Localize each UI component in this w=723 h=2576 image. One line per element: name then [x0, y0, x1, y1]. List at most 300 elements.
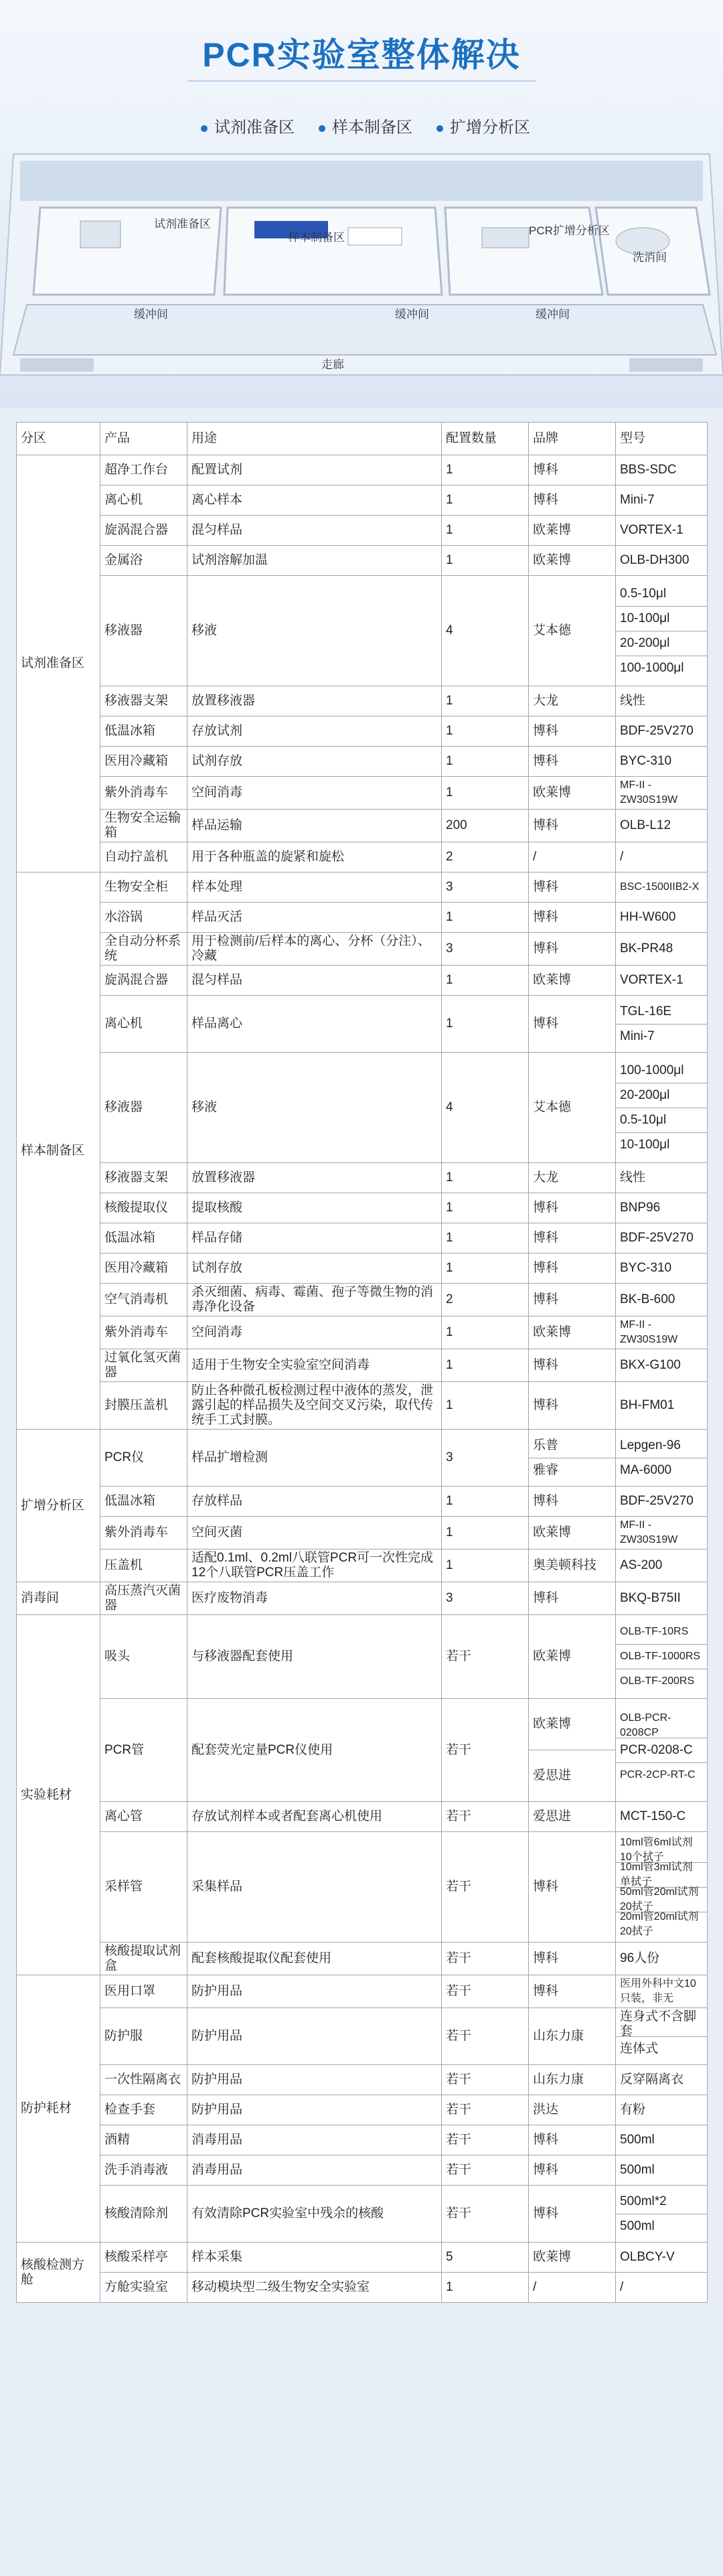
brand-cell: 博科: [529, 747, 616, 777]
model-cell: [616, 2008, 708, 2065]
product-cell: 水浴锅: [100, 903, 187, 933]
brand-cell: 博科: [529, 1975, 616, 2008]
qty-cell: 1: [442, 1254, 529, 1284]
zone-cell: 样本制备区: [17, 873, 100, 1430]
brand-value: 雅睿: [529, 1458, 615, 1483]
table-header-row: [17, 423, 708, 455]
use-cell: 适用于生物安全实验室空间消毒: [187, 1349, 442, 1382]
model-cell: BK-B-600: [616, 1284, 708, 1316]
qty-cell: 若干: [442, 2008, 529, 2065]
product-cell: 紫外消毒车: [100, 1517, 187, 1549]
table-row: [17, 810, 708, 842]
use-cell: 有效清除PCR实验室中残余的核酸: [187, 2186, 442, 2243]
table-row: [17, 1316, 708, 1349]
use-cell: 试剂溶解加温: [187, 546, 442, 576]
table-row: [17, 2186, 708, 2243]
brand-cell: 洪达: [529, 2095, 616, 2125]
use-cell: 样品离心: [187, 996, 442, 1053]
model-value: 10ml管6ml试剂10个拭子: [620, 1836, 693, 1863]
lab-floorplan-illustration: [0, 134, 723, 408]
table-row: [17, 516, 708, 546]
brand-cell: /: [529, 842, 616, 873]
qty-cell: 1: [442, 1193, 529, 1223]
model-cell: Mini-7: [616, 485, 708, 516]
model-cell: VORTEX-1: [616, 516, 708, 546]
model-cell: 有粉: [616, 2095, 708, 2125]
model-value: OLB-TF-200RS: [616, 1669, 707, 1693]
brand-cell: 欧莱博: [529, 1316, 616, 1349]
qty-cell: 若干: [442, 2095, 529, 2125]
column-header: 用途: [187, 423, 442, 455]
column-header: 品牌: [529, 423, 616, 455]
model-cell: 线性: [616, 686, 708, 716]
brand-cell: 欧莱博: [529, 546, 616, 576]
column-header: 配置数量: [442, 423, 529, 455]
qty-cell: 1: [442, 1223, 529, 1254]
table-row: [17, 1975, 708, 2008]
product-cell: 空气消毒机: [100, 1284, 187, 1316]
use-cell: 空间消毒: [187, 777, 442, 810]
model-cell: MF-II -ZW30S19W: [616, 777, 708, 810]
brand-cell: 欧莱博: [529, 2243, 616, 2273]
brand-cell: 博科: [529, 1832, 616, 1943]
model-cell: 500ml: [616, 2155, 708, 2186]
model-cell: /: [616, 842, 708, 873]
model-cell: MF-II -ZW30S19W: [616, 1517, 708, 1549]
table-row: [17, 903, 708, 933]
qty-cell: 1: [442, 716, 529, 747]
floor-label: 缓冲间: [134, 308, 168, 321]
model-value: 0.5-10μl: [620, 586, 667, 601]
brand-cell: 博科: [529, 1349, 616, 1382]
table-row: [17, 747, 708, 777]
qty-cell: 1: [442, 747, 529, 777]
use-cell: 混匀样品: [187, 516, 442, 546]
table-row: [17, 996, 708, 1053]
product-cell: 防护服: [100, 2008, 187, 2065]
use-cell: 存放样品: [187, 1487, 442, 1517]
qty-cell: 3: [442, 933, 529, 966]
model-cell: BDF-25V270: [616, 716, 708, 747]
use-cell: 放置移液器: [187, 1163, 442, 1193]
use-cell: 存放试剂: [187, 716, 442, 747]
model-value: TGL-16E: [620, 1004, 672, 1018]
qty-cell: 1: [442, 996, 529, 1053]
brand-cell: 博科: [529, 996, 616, 1053]
table-row: [17, 1615, 708, 1699]
model-value: 20-200μl: [616, 631, 707, 656]
product-cell: 核酸提取试剂盒: [100, 1943, 187, 1975]
brand-value: 爱思进: [529, 1750, 615, 1801]
model-cell: HH-W600: [616, 903, 708, 933]
use-cell: 放置移液器: [187, 686, 442, 716]
model-cell: OLB-L12: [616, 810, 708, 842]
table-row: [17, 1163, 708, 1193]
table-row: [17, 966, 708, 996]
model-cell: VORTEX-1: [616, 966, 708, 996]
table-row: [17, 2065, 708, 2095]
brand-cell: 欧莱博: [529, 966, 616, 996]
brand-cell: 博科: [529, 810, 616, 842]
table-row: [17, 716, 708, 747]
model-value: 10-100μl: [616, 606, 707, 631]
brand-cell: 博科: [529, 1582, 616, 1615]
table-row: [17, 1284, 708, 1316]
zone-cell: 核酸检测方舱: [17, 2243, 100, 2303]
qty-cell: 4: [442, 1053, 529, 1163]
product-cell: 酒精: [100, 2125, 187, 2155]
brand-cell: 博科: [529, 485, 616, 516]
product-cell: 紫外消毒车: [100, 777, 187, 810]
model-cell: BSC-1500IIB2-X: [616, 873, 708, 903]
model-cell: [616, 1832, 708, 1943]
table-row: [17, 2125, 708, 2155]
product-cell: 采样管: [100, 1832, 187, 1943]
table-row: [17, 1430, 708, 1487]
use-cell: 样品存储: [187, 1223, 442, 1254]
product-cell: 旋涡混合器: [100, 516, 187, 546]
table-row: [17, 777, 708, 810]
model-value: PCR-2CP-RT-C: [616, 1762, 707, 1787]
brand-cell: 博科: [529, 455, 616, 485]
product-cell: 医用口罩: [100, 1975, 187, 2008]
product-cell: 低温冰箱: [100, 1487, 187, 1517]
use-cell: 离心样本: [187, 485, 442, 516]
table-row: [17, 2273, 708, 2303]
brand-cell: 爱思进: [529, 1802, 616, 1832]
model-cell: 线性: [616, 1163, 708, 1193]
product-cell: PCR管: [100, 1699, 187, 1802]
use-cell: 用于检测前/后样本的离心、分杯（分注）、冷藏: [187, 933, 442, 966]
qty-cell: 若干: [442, 1975, 529, 2008]
brand-cell: 博科: [529, 716, 616, 747]
brand-cell: 博科: [529, 933, 616, 966]
product-cell: 医用冷藏箱: [100, 1254, 187, 1284]
brand-value: 欧莱博: [533, 1717, 572, 1731]
product-cell: 超净工作台: [100, 455, 187, 485]
table-row: [17, 1223, 708, 1254]
use-cell: 样品扩增检测: [187, 1430, 442, 1487]
model-value: Mini-7: [616, 1024, 707, 1049]
floor-label: 试剂准备区: [154, 218, 211, 230]
product-cell: 金属浴: [100, 546, 187, 576]
model-cell: [616, 1430, 708, 1487]
table-row: [17, 1349, 708, 1382]
product-cell: 高压蒸汽灭菌器: [100, 1582, 187, 1615]
product-cell: 压盖机: [100, 1549, 187, 1582]
brand-cell: 博科: [529, 2186, 616, 2243]
use-cell: 适配0.1ml、0.2ml八联管PCR可一次性完成12个八联管PCR压盖工作: [187, 1549, 442, 1582]
model-cell: [616, 1699, 708, 1802]
legend-item: 试剂准备区: [201, 114, 295, 137]
qty-cell: 1: [442, 966, 529, 996]
use-cell: 杀灭细菌、病毒、霉菌、孢子等微生物的消毒净化设备: [187, 1284, 442, 1316]
use-cell: 移液: [187, 576, 442, 686]
product-cell: 生物安全柜: [100, 873, 187, 903]
use-cell: 配置试剂: [187, 455, 442, 485]
product-cell: 检查手套: [100, 2095, 187, 2125]
column-header: 分区: [17, 423, 100, 455]
qty-cell: 若干: [442, 2155, 529, 2186]
floor-label: 走廊: [321, 358, 344, 371]
table-row: [17, 1582, 708, 1615]
model-cell: BBS-SDC: [616, 455, 708, 485]
use-cell: 试剂存放: [187, 1254, 442, 1284]
model-cell: 医用外科中文10只装，非无: [616, 1975, 708, 2008]
use-cell: 样本采集: [187, 2243, 442, 2273]
table-row: [17, 576, 708, 686]
use-cell: 医疗废物消毒: [187, 1582, 442, 1615]
model-cell: /: [616, 2273, 708, 2303]
qty-cell: 1: [442, 1163, 529, 1193]
dot-icon: [201, 125, 208, 132]
model-value: 500ml*2: [620, 2194, 667, 2208]
model-value: 20ml管20ml试剂20拭子: [616, 1912, 707, 1937]
qty-cell: 1: [442, 777, 529, 810]
zone-cell: 试剂准备区: [17, 455, 100, 873]
brand-cell: 博科: [529, 1943, 616, 1975]
brand-cell: 艾本德: [529, 576, 616, 686]
equipment-table: [16, 422, 708, 2303]
use-cell: 试剂存放: [187, 747, 442, 777]
table-row: [17, 1517, 708, 1549]
floor-label: 样本制备区: [288, 231, 345, 244]
model-cell: BYC-310: [616, 1254, 708, 1284]
product-cell: 移液器: [100, 1053, 187, 1163]
model-cell: [616, 996, 708, 1053]
model-cell: MF-II -ZW30S19W: [616, 1316, 708, 1349]
model-cell: BH-FM01: [616, 1382, 708, 1430]
qty-cell: 若干: [442, 1832, 529, 1943]
product-cell: 离心机: [100, 485, 187, 516]
qty-cell: 1: [442, 2273, 529, 2303]
model-cell: 反穿隔离衣: [616, 2065, 708, 2095]
model-value: 10ml管3ml试剂单拭子: [616, 1862, 707, 1887]
model-cell: MCT-150-C: [616, 1802, 708, 1832]
use-cell: 采集样品: [187, 1832, 442, 1943]
use-cell: 与移液器配套使用: [187, 1615, 442, 1699]
model-value: Lepgen-96: [620, 1438, 681, 1452]
model-value: 100-1000μl: [616, 656, 707, 680]
qty-cell: 若干: [442, 2186, 529, 2243]
qty-cell: 1: [442, 1517, 529, 1549]
qty-cell: 1: [442, 1487, 529, 1517]
use-cell: 用于各种瓶盖的旋紧和旋松: [187, 842, 442, 873]
brand-cell: 博科: [529, 1223, 616, 1254]
table-body: [17, 455, 708, 2303]
header-banner: [0, 0, 723, 408]
legend-item: 扩增分析区: [436, 114, 530, 137]
model-cell: BKQ-B75II: [616, 1582, 708, 1615]
qty-cell: 若干: [442, 2065, 529, 2095]
model-value: PCR-0208-C: [616, 1738, 707, 1762]
floor-label: 缓冲间: [536, 308, 570, 321]
product-cell: 洗手消毒液: [100, 2155, 187, 2186]
column-header: 型号: [616, 423, 708, 455]
model-value: 连身式不含脚套: [620, 2009, 697, 2038]
table-row: [17, 1053, 708, 1163]
model-cell: BNP96: [616, 1193, 708, 1223]
product-cell: PCR仪: [100, 1430, 187, 1487]
model-value: 0.5-10μl: [616, 1108, 707, 1132]
model-cell: [616, 2186, 708, 2243]
use-cell: 存放试剂样本或者配套离心机使用: [187, 1802, 442, 1832]
table-row: [17, 1193, 708, 1223]
product-cell: 低温冰箱: [100, 716, 187, 747]
brand-cell: 欧莱博: [529, 1517, 616, 1549]
table-row: [17, 873, 708, 903]
table-row: [17, 2008, 708, 2065]
brand-cell: 山东力康: [529, 2008, 616, 2065]
model-value: 20-200μl: [616, 1083, 707, 1108]
brand-cell: 博科: [529, 2125, 616, 2155]
product-cell: 过氧化氢灭菌器: [100, 1349, 187, 1382]
floor-label: PCR扩增分析区: [529, 224, 610, 237]
use-cell: 防护用品: [187, 1975, 442, 2008]
table-row: [17, 1699, 708, 1802]
qty-cell: 5: [442, 2243, 529, 2273]
qty-cell: 1: [442, 485, 529, 516]
qty-cell: 1: [442, 455, 529, 485]
product-cell: 核酸采样亭: [100, 2243, 187, 2273]
floor-label: 缓冲间: [395, 308, 429, 321]
product-cell: 封膜压盖机: [100, 1382, 187, 1430]
table-row: [17, 2095, 708, 2125]
use-cell: 空间消毒: [187, 1316, 442, 1349]
dot-icon: [436, 125, 443, 132]
brand-cell: 欧莱博: [529, 777, 616, 810]
table-row: [17, 842, 708, 873]
qty-cell: 若干: [442, 1699, 529, 1802]
model-cell: BDF-25V270: [616, 1223, 708, 1254]
zone-cell: 消毒间: [17, 1582, 100, 1615]
table-row: [17, 1487, 708, 1517]
model-cell: BKX-G100: [616, 1349, 708, 1382]
dot-icon: [319, 125, 325, 132]
product-cell: 方舱实验室: [100, 2273, 187, 2303]
qty-cell: 200: [442, 810, 529, 842]
model-value: 500ml: [616, 2214, 707, 2239]
use-cell: 移液: [187, 1053, 442, 1163]
table-row: [17, 2155, 708, 2186]
use-cell: 空间灭菌: [187, 1517, 442, 1549]
model-value: OLB-TF-1000RS: [616, 1644, 707, 1669]
qty-cell: 3: [442, 873, 529, 903]
model-value: OLB-PCR-0208CP: [620, 1712, 671, 1738]
brand-cell: 博科: [529, 2155, 616, 2186]
product-cell: 核酸提取仪: [100, 1193, 187, 1223]
product-cell: 医用冷藏箱: [100, 747, 187, 777]
use-cell: 移动模块型二级生物安全实验室: [187, 2273, 442, 2303]
qty-cell: 1: [442, 686, 529, 716]
model-cell: OLB-DH300: [616, 546, 708, 576]
model-value: 连体式: [616, 2036, 707, 2061]
qty-cell: 1: [442, 1316, 529, 1349]
product-cell: 生物安全运输箱: [100, 810, 187, 842]
brand-cell: 博科: [529, 1193, 616, 1223]
table-row: [17, 1254, 708, 1284]
qty-cell: 4: [442, 576, 529, 686]
qty-cell: 1: [442, 1349, 529, 1382]
table-row: [17, 1802, 708, 1832]
model-cell: BDF-25V270: [616, 1487, 708, 1517]
product-cell: 紫外消毒车: [100, 1316, 187, 1349]
product-cell: 全自动分杯系统: [100, 933, 187, 966]
table-row: [17, 485, 708, 516]
brand-cell: 博科: [529, 1254, 616, 1284]
product-cell: 核酸清除剂: [100, 2186, 187, 2243]
use-cell: 样本处理: [187, 873, 442, 903]
product-cell: 移液器支架: [100, 686, 187, 716]
qty-cell: 1: [442, 1549, 529, 1582]
table-row: [17, 455, 708, 485]
zone-cell: 实验耗材: [17, 1615, 100, 1975]
use-cell: 防护用品: [187, 2008, 442, 2065]
brand-cell: 欧莱博: [529, 1615, 616, 1699]
use-cell: 样品运输: [187, 810, 442, 842]
legend-item: 样本制备区: [319, 114, 412, 137]
brand-cell: [529, 1430, 616, 1487]
model-cell: [616, 1615, 708, 1699]
brand-cell: 博科: [529, 903, 616, 933]
use-cell: 防止各种微孔板检测过程中液体的蒸发，泄露引起的样品损失及空间交叉污染，取代传统手工式封膜。: [187, 1382, 442, 1430]
model-cell: [616, 576, 708, 686]
model-value: MA-6000: [616, 1458, 707, 1483]
qty-cell: 1: [442, 516, 529, 546]
model-cell: OLBCY-V: [616, 2243, 708, 2273]
product-cell: 吸头: [100, 1615, 187, 1699]
brand-value: 乐普: [533, 1438, 559, 1452]
table-row: [17, 1943, 708, 1975]
use-cell: 混匀样品: [187, 966, 442, 996]
table-row: [17, 933, 708, 966]
table-row: [17, 1832, 708, 1943]
table-row: [17, 546, 708, 576]
brand-cell: 大龙: [529, 1163, 616, 1193]
product-cell: 低温冰箱: [100, 1223, 187, 1254]
model-cell: 96人份: [616, 1943, 708, 1975]
model-value: 10-100μl: [616, 1132, 707, 1157]
page-title: PCR实验室整体解决: [202, 36, 521, 74]
use-cell: 防护用品: [187, 2065, 442, 2095]
use-cell: 样品灭活: [187, 903, 442, 933]
qty-cell: 3: [442, 1582, 529, 1615]
product-cell: 旋涡混合器: [100, 966, 187, 996]
use-cell: 消毒用品: [187, 2155, 442, 2186]
brand-cell: 博科: [529, 1487, 616, 1517]
use-cell: 配套核酸提取仪配套使用: [187, 1943, 442, 1975]
brand-cell: 艾本德: [529, 1053, 616, 1163]
qty-cell: 3: [442, 1430, 529, 1487]
brand-cell: 奥美顿科技: [529, 1549, 616, 1582]
product-cell: 移液器支架: [100, 1163, 187, 1193]
title-divider: [187, 80, 536, 82]
column-header: 产品: [100, 423, 187, 455]
brand-cell: 博科: [529, 1382, 616, 1430]
brand-cell: 山东力康: [529, 2065, 616, 2095]
brand-cell: 博科: [529, 1284, 616, 1316]
zone-cell: 扩增分析区: [17, 1430, 100, 1582]
qty-cell: 1: [442, 1382, 529, 1430]
model-value: OLB-TF-10RS: [620, 1626, 689, 1637]
product-cell: 离心机: [100, 996, 187, 1053]
use-cell: 防护用品: [187, 2095, 442, 2125]
use-cell: 消毒用品: [187, 2125, 442, 2155]
model-cell: 500ml: [616, 2125, 708, 2155]
table-row: [17, 2243, 708, 2273]
floor-label: 洗消间: [633, 251, 667, 264]
table-row: [17, 1549, 708, 1582]
